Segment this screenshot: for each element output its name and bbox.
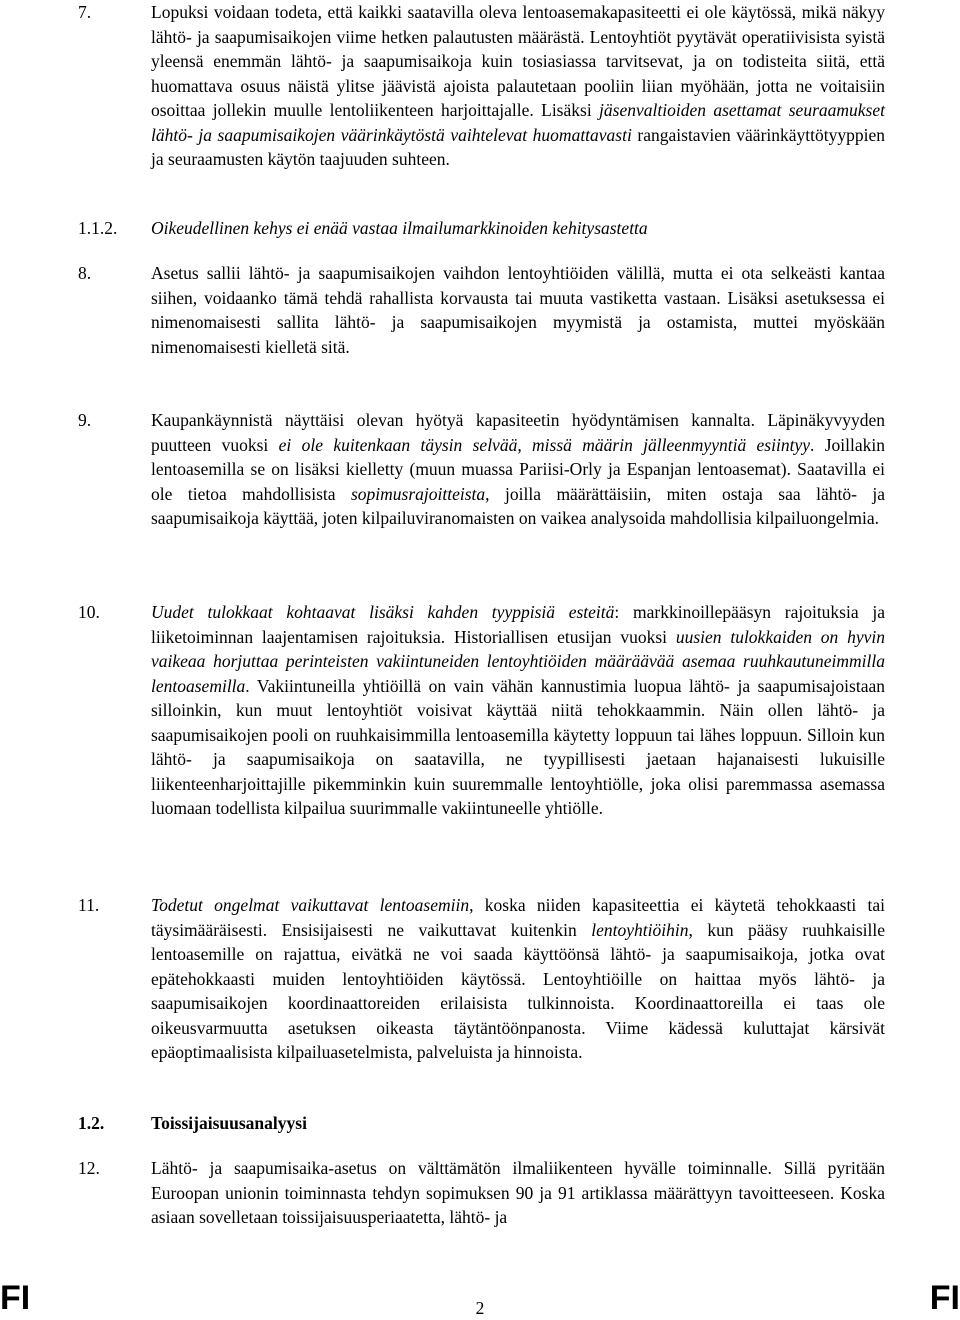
italic-run: lentoyhtiöihin	[591, 919, 689, 940]
text-run: . Vakiintuneilla yhtiöillä on vain vähän kannustimia luopua lähtö- ja saapumisajoistaan silloinkin, kun muut lentoyhtiöt voisivat käyttää niitä tehokkaammin. Näin ollen lähtö- ja saapumisaikojen pooli on ruuhkaisimmilla lentoasemilla käytetty loppuun tai lähes loppuun. Silloin kun lähtö- ja saapumisaikoja on saatavilla, ne tyypillisesti jaetaan hajanaisesti lukuisille liikenteenharjoittajille pikemminkin kuin suuremmalle lentoyhtiölle, joka olisi paremmassa asemassa luomaan todellista kilpailua suurimmalle vakiintuneelle yhtiölle.	[151, 675, 885, 818]
text-run: , koska niiden kapasiteettia ei käytetä tehokkaasti tai täysimääräisesti. Ensisijaisesti ne vaikuttavat kuitenkin	[151, 895, 885, 940]
italic-run: sopimusrajoitteista	[350, 483, 486, 504]
text-run: . Joillakin lentoasemilla se on lisäksi kielletty (muun muassa Pariisi-Orly ja Espanjan lentoasemat). Saatavilla ei ole tietoa mahdollisista	[151, 434, 885, 504]
paragraph-8: Asetus sallii lähtö- ja saapumisaikojen vaihdon lentoyhtiöiden välillä, mutta ei ota selkeästi kantaa siihen, voidaanko tämä tehdä rahallista korvausta tai muuta vastiketta vastaan. Lisäksi asetuksessa ei nimenomaisesti sallita lähtö- ja saapumisaikojen myymistä ja ostamista, muttei myöskään nimenomaisesti kielletä sitä.	[151, 263, 885, 357]
paragraph-10	[151, 600, 885, 821]
page-number: 2	[475, 1298, 485, 1318]
paragraph-number: 11.	[78, 895, 100, 915]
footer-language-code-left: FI	[0, 1279, 31, 1317]
paragraph-number: 7.	[78, 2, 92, 22]
italic-run: jäsenvaltioiden asettamat seuraamukset lähtö- ja saapumisaikojen väärinkäytöstä vaihtelevat huomattavasti	[151, 100, 885, 145]
section-number: 1.1.2.	[78, 218, 118, 238]
text-run: : markkinoillepääsyn rajoituksia ja liiketoiminnan laajentamisen rajoituksia. Historiallisen etusijan vuoksi	[151, 602, 885, 647]
italic-run: Todetut ongelmat vaikuttavat lentoasemiin	[151, 895, 470, 915]
text-run: rangaistavien väärinkäyttötyyppien ja seuraamusten käytön taajuuden suhteen.	[151, 124, 885, 169]
text-run: Lopuksi voidaan todeta, että kaikki saatavilla oleva lentoasemakapasiteetti ei ole käytössä, mikä näkyy lähtö- ja saapumisaikojen viime hetken palautusten määrästä. Lentoyhtiöt pyytävät operatiivisista syistä yleensä enemmän lähtö- ja saapumisaikoja kuin tosiasiassa tarvitsevat, ja on todisteita siitä, että huomattava osuus näistä ylitse jäävistä ajoista palautetaan pooliin liian myöhään, jotta ne voitaisiin osoittaa jollekin muulle lentoliikenteen harjoittajalle. Lisäksi	[151, 2, 885, 120]
text-run: Kaupankäynnistä näyttäisi olevan hyötyä kapasiteetin hyödyntämisen kannalta. Läpinäkyvyyden puutteen vuoksi	[151, 410, 885, 455]
section-heading: Toissijaisuusanalyysi	[151, 1113, 307, 1133]
paragraph-12: Lähtö- ja saapumisaika-asetus on välttämätön ilmaliikenteen hyvälle toiminnalle. Sillä pyritään Euroopan unionin toiminnasta tehdyn sopimuksen 90 ja 91 artiklassa määrättyyn tavoitteeseen. Koska asiaan sovelletaan toissijaisuusperiaatetta, lähtö- ja	[151, 1158, 885, 1227]
text-run: , kun pääsy ruuhkaisille lentoasemille on rajattua, eivätkä ne voi saada käyttöönsä lähtö- ja saapumisaikoja, jotka ovat epätehokkaasti muiden lentoyhtiöiden käytössä. Lentoyhtiöille on haittaa myös lähtö- ja saapumisaikojen koordinaattoreiden erilaisista tulkinnoista. Koordinaattoreilla ei taas ole oikeusvarmuutta asetuksen oikeasta täytäntöönpanosta. Viime kädessä kuluttajat kärsivät epäoptimaalisista kilpailuasetelmista, palveluista ja hinnoista.	[151, 919, 885, 1062]
paragraph-number: 9.	[78, 410, 92, 430]
paragraph-7	[151, 0, 885, 172]
section-heading: Oikeudellinen kehys ei enää vastaa ilmailumarkkinoiden kehitysastetta	[151, 218, 648, 238]
footer-language-code-right: FI	[929, 1279, 960, 1317]
italic-run: ei ole kuitenkaan täysin selvää, missä määrin jälleenmyyntiä esiintyy	[278, 434, 810, 455]
paragraph-number: 12.	[78, 1158, 100, 1178]
text-run: , joilla määrättäisiin, miten ostaja saa lähtö- ja saapumisaikoja käyttää, joten kilpailuviranomaisten on vaikea analysoida mahdollisia kilpailuongelmia.	[151, 483, 886, 528]
paragraph-9	[151, 408, 885, 531]
paragraph-number: 8.	[78, 263, 92, 283]
italic-run: Uudet tulokkaat kohtaavat lisäksi kahden tyyppisiä esteitä	[151, 602, 615, 622]
section-number: 1.2.	[78, 1113, 105, 1133]
paragraph-number: 10.	[78, 602, 100, 622]
italic-run: uusien tulokkaiden on hyvin vaikeaa horjuttaa perinteisten vakiintuneiden lentoyhtiöiden määräävää asemaa ruuhkautuneimmilla lentoasemilla	[151, 626, 886, 696]
paragraph-11	[151, 893, 885, 1065]
